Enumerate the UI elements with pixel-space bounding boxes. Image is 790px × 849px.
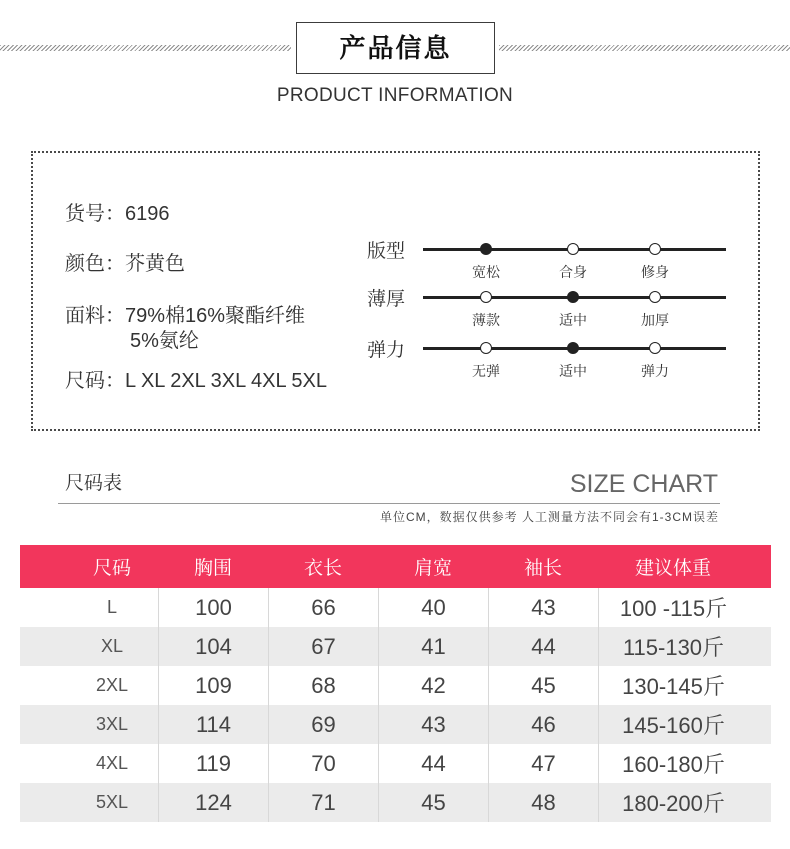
shoulder-cell: 45 (378, 783, 488, 822)
header-rule-right (499, 45, 790, 51)
scale-dot (480, 291, 492, 303)
sleeve-cell: 44 (488, 627, 598, 666)
header-rule-left (0, 45, 291, 51)
length-cell: 68 (268, 666, 378, 705)
color-label: 颜色： (65, 253, 125, 275)
scale-option-label: 无弹 (472, 363, 500, 379)
scale-dot (567, 243, 579, 255)
length-cell: 69 (268, 705, 378, 744)
weight-cell: 180-200斤 (598, 783, 748, 822)
weight-cell: 145-160斤 (598, 705, 748, 744)
size-cell: 3XL (95, 714, 129, 734)
column-header-shoulder: 肩宽 (413, 558, 452, 579)
sizes-value: L XL 2XL 3XL 4XL 5XL (125, 370, 328, 392)
chest-cell: 100 (158, 588, 268, 627)
scale-dot (567, 342, 579, 354)
sizes-row (65, 369, 327, 393)
shoulder-cell: 42 (378, 666, 488, 705)
scale-option-label: 合身 (559, 264, 587, 280)
scale-dot (480, 342, 492, 354)
size-cell: L (106, 597, 117, 617)
scale-dot (649, 342, 661, 354)
table-row (20, 783, 771, 822)
column-header-weight: 建议体重 (634, 558, 711, 579)
shoulder-cell: 44 (378, 744, 488, 783)
table-row (20, 588, 771, 627)
size-chart-title: 尺码表 (65, 473, 123, 494)
shoulder-cell: 43 (378, 705, 488, 744)
size-chart-title-en: SIZE CHART (569, 470, 718, 498)
table-row (20, 627, 771, 666)
scale-dot (649, 243, 661, 255)
size-table-header (20, 545, 771, 588)
table-row (20, 705, 771, 744)
sleeve-cell: 46 (488, 705, 598, 744)
page-title: 产品信息 (339, 33, 452, 63)
chest-cell: 114 (158, 705, 268, 744)
item-number-value: 6196 (125, 203, 170, 225)
weight-cell: 115-130斤 (598, 627, 748, 666)
title-box (296, 22, 495, 74)
sleeve-cell: 45 (488, 666, 598, 705)
scale-option-label: 适中 (559, 363, 587, 379)
weight-cell: 160-180斤 (598, 744, 748, 783)
length-cell: 70 (268, 744, 378, 783)
sleeve-cell: 48 (488, 783, 598, 822)
sleeve-cell: 43 (488, 588, 598, 627)
chest-cell: 109 (158, 666, 268, 705)
weight-cell: 130-145斤 (598, 666, 748, 705)
column-header-size: 尺码 (92, 558, 131, 579)
column-header-length: 衣长 (303, 558, 342, 579)
scale-dot (649, 291, 661, 303)
weight-cell: 100 -115斤 (598, 588, 748, 627)
attribute-name: 弹力 (367, 340, 406, 361)
column-header-chest: 胸围 (193, 558, 232, 579)
scale-option-label: 宽松 (472, 264, 500, 280)
attribute-name: 版型 (367, 241, 406, 262)
length-cell: 67 (268, 627, 378, 666)
scale-option-label: 弹力 (641, 363, 669, 379)
length-cell: 71 (268, 783, 378, 822)
sleeve-cell: 47 (488, 744, 598, 783)
size-cell: 4XL (95, 753, 129, 773)
table-row (20, 666, 771, 705)
fabric-value-line2: 5%氨纶 (130, 330, 199, 352)
shoulder-cell: 40 (378, 588, 488, 627)
size-cell: 2XL (95, 675, 129, 695)
item-number-label: 货号： (65, 203, 125, 225)
column-header-sleeve: 袖长 (523, 558, 562, 579)
chest-cell: 104 (158, 627, 268, 666)
attribute-name: 薄厚 (367, 289, 406, 310)
page-subtitle: PRODUCT INFORMATION (276, 85, 514, 106)
color-value: 芥黄色 (125, 253, 185, 275)
fabric-label: 面料： (65, 305, 125, 327)
size-chart-note: 单位CM，数据仅供参考 人工测量方法不同会有1-3CM误差 (379, 510, 719, 524)
shoulder-cell: 41 (378, 627, 488, 666)
chest-cell: 124 (158, 783, 268, 822)
chest-cell: 119 (158, 744, 268, 783)
item-number-row (65, 202, 170, 226)
table-row (20, 744, 771, 783)
fabric-value-line1: 79%棉16%聚酯纤维 (125, 305, 306, 327)
scale-dot (567, 291, 579, 303)
fabric-row (65, 304, 305, 328)
sizes-label: 尺码： (65, 370, 125, 392)
scale-option-label: 修身 (641, 264, 669, 280)
scale-option-label: 加厚 (641, 312, 669, 328)
scale-option-label: 薄款 (472, 312, 500, 328)
size-cell: 5XL (95, 792, 129, 812)
length-cell: 66 (268, 588, 378, 627)
size-cell: XL (100, 636, 124, 656)
scale-option-label: 适中 (559, 312, 587, 328)
scale-dot (480, 243, 492, 255)
color-row (65, 252, 185, 276)
size-chart-divider (58, 503, 720, 504)
